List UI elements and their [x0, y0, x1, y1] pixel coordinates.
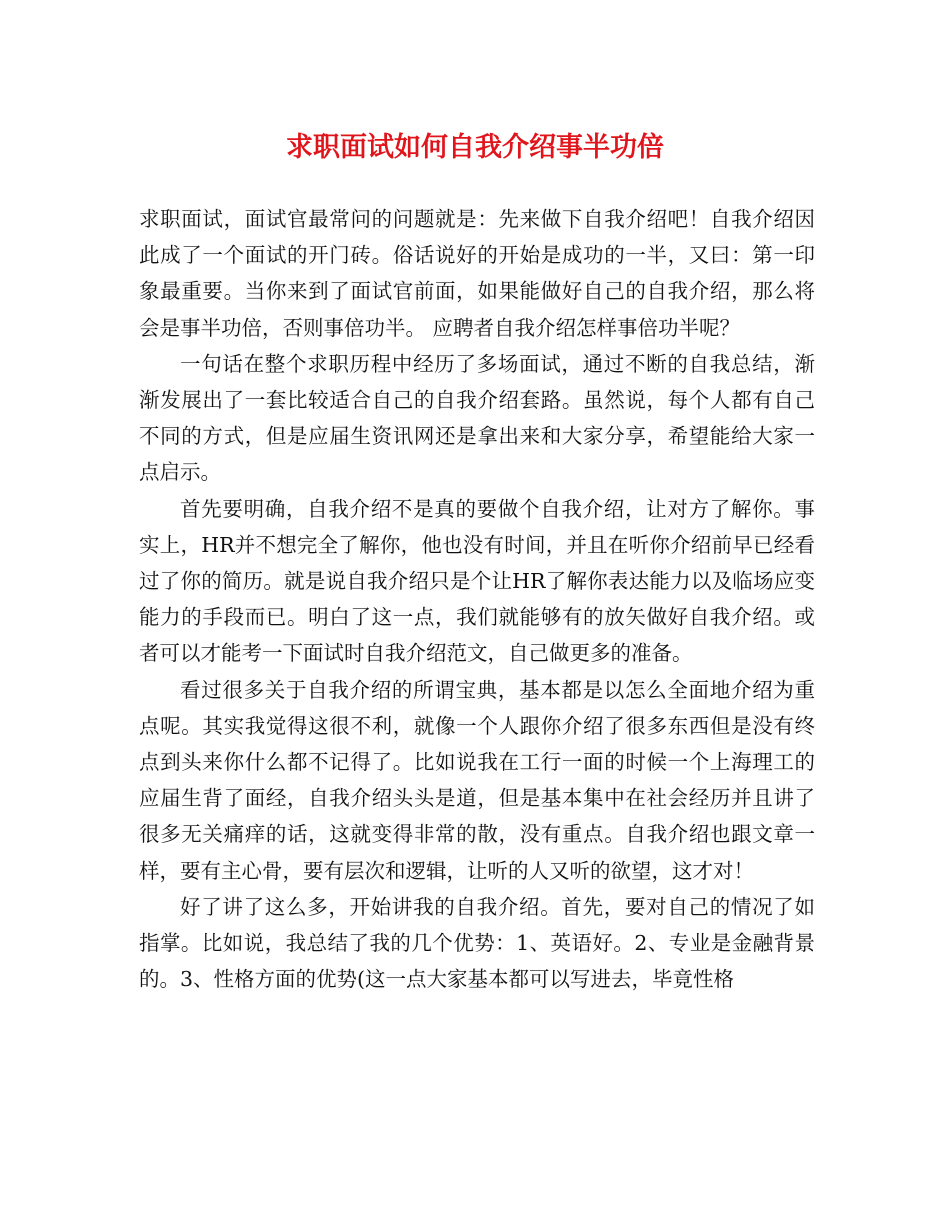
paragraph: 首先要明确，自我介绍不是真的要做个自我介绍，让对方了解你。事实上，HR并不想完全了解你，他也没有时间，并且在听你介绍前早已经看过了你的简历。就是说自我介绍只是个让HR了解你表达能力以及临场应变能力的手段而已。明白了这一点，我们就能够有的放矢做好自我介绍。或者可以才能考一下面试时自我介绍范文，自己做更多的准备。 [139, 496, 815, 666]
document-body [139, 201, 815, 997]
paragraph: 看过很多关于自我介绍的所谓宝典，基本都是以怎么全面地介绍为重点呢。其实我觉得这很不利，就像一个人跟你介绍了很多东西但是没有终点到头来你什么都不记得了。比如说我在工行一面的时候一个上海理工的应届生背了面经，自我介绍头头是道，但是基本集中在社会经历并且讲了很多无关痛痒的话，这就变得非常的散，没有重点。自我介绍也跟文章一样，要有主心骨，要有层次和逻辑，让听的人又听的欲望，这才对！ [139, 677, 815, 883]
document-title: 求职面试如何自我介绍事半功倍 [286, 132, 664, 163]
paragraph: 好了讲了这么多，开始讲我的自我介绍。首先，要对自己的情况了如指掌。比如说，我总结了我的几个优势：1、英语好。2、专业是金融背景的。3、性格方面的优势(这一点大家基本都可以写进去，毕竟性格 [139, 894, 815, 992]
paragraph: 一句话在整个求职历程中经历了多场面试，通过不断的自我总结，渐渐发展出了一套比较适合自己的自我介绍套路。虽然说，每个人都有自己不同的方式，但是应届生资讯网还是拿出来和大家分享，希望能给大家一点启示。 [139, 351, 815, 485]
paragraph-intro: 求职面试，面试官最常问的问题就是：先来做下自我介绍吧！自我介绍因此成了一个面试的开门砖。俗话说好的开始是成功的一半，又曰：第一印象最重要。当你来到了面试官前面，如果能做好自己的自我介绍，那么将会是事半功倍，否则事倍功半。 应聘者自我介绍怎样事倍功半呢？ [139, 207, 815, 340]
